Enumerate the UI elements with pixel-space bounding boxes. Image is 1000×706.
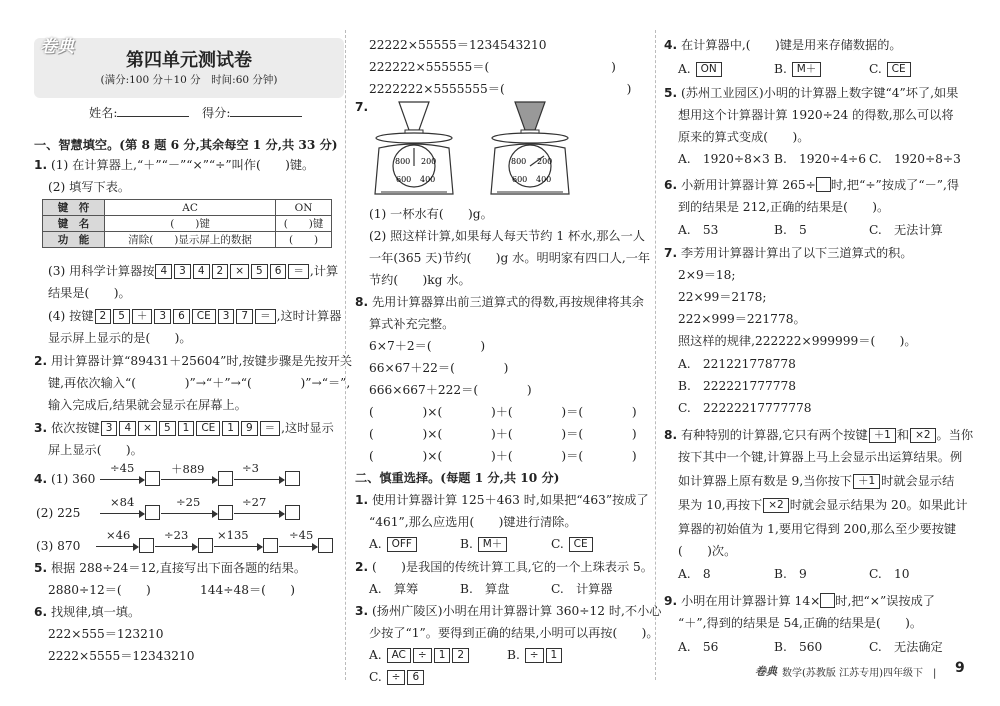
q2-line3: 输入完成后,结果就会显示在屏幕上。 <box>48 398 247 412</box>
s2-q7-eq1: 2×9＝18; <box>678 268 736 282</box>
q5: 5. 根据 288÷24＝12,直接写出下面各题的结果。 <box>34 561 307 575</box>
score-field[interactable]: 得分: <box>202 104 302 122</box>
q8-blank1: ( )×( )＋( )＝( ) <box>369 405 637 419</box>
s2-q4-opt-a[interactable]: A. ON <box>678 60 723 78</box>
s2-q5-opt-a[interactable]: A. 1920÷8×3 <box>678 152 770 166</box>
q8-line2: 算式补充完整。 <box>369 317 455 331</box>
page-title: 第四单元测试卷 <box>126 50 252 71</box>
q3: 3. 依次按键 3 4 × 5 1 CE 1 9 ＝ ,这时显示 <box>34 421 334 435</box>
s2-q5: 5. (苏州工业园区)小明的计算器上数字键“4”坏了,如果 <box>664 86 959 100</box>
footer-text: 数学(苏教版 江苏专用)四年级下 | <box>782 668 937 679</box>
q7-1: (1) 一杯水有( )g。 <box>369 207 493 221</box>
q2: 2. 用计算器计算“89431＋25604”时,按键步骤是先按开关 <box>34 354 353 368</box>
s2-q6-opt-a[interactable]: A. 53 <box>678 223 719 237</box>
q1-3: (3) 用科学计算器按 4 3 4 2 × 5 6 ＝ ,计算 <box>48 264 339 278</box>
q3-answer: 屏上显示( )。 <box>48 443 143 457</box>
s2-q7: 7. 李芳用计算器计算出了以下三道算式的积。 <box>664 246 913 260</box>
s2-q9: 9. 小明在用计算器计算 14× 时,把“×”误按成了 <box>664 594 935 608</box>
s2-q8-opt-b[interactable]: B. 9 <box>774 567 807 581</box>
scale-plate <box>376 133 452 143</box>
answer-box[interactable] <box>285 505 300 520</box>
q1-4-answer: 显示屏上显示的是( )。 <box>48 331 192 345</box>
section-2-heading: 二、慎重选择。(每题 1 分,共 10 分) <box>355 471 560 485</box>
table-row: 键 名 ( )键 ( )键 <box>43 216 332 232</box>
q8: 8. 先用计算器算出前三道算式的得数,再按规律将其余 <box>355 295 644 309</box>
s2-q1-opt-b[interactable]: B. M＋ <box>460 535 508 553</box>
s2-q8-line3: 如计算器上原有数是 9,当你按下 ＋1 时就会显示结 <box>678 474 955 488</box>
footer-logo: 卷典 <box>755 665 777 678</box>
s2-q6-line2: 到的结果是 212,正确的结果是( )。 <box>678 200 890 214</box>
q4-3-op4: ÷45 <box>289 528 314 542</box>
s2-q2: 2. ( )是我国的传统计算工具,它的一个上珠表示 5。 <box>355 560 653 574</box>
s2-q7-opt-b[interactable]: B. 222221777778 <box>678 379 797 393</box>
dial-num: 400 <box>536 175 552 184</box>
s2-q5-opt-c[interactable]: C. 1920÷8÷3 <box>869 152 961 166</box>
answer-box[interactable] <box>218 505 233 520</box>
q4-3-op1: ×46 <box>106 528 131 542</box>
q8-eq1: 6×7＋2＝( ) <box>369 339 486 353</box>
s2-q4-opt-b[interactable]: B. M＋ <box>774 60 822 78</box>
q4-2-label: (2) 225 <box>36 506 81 520</box>
q4-1-op3: ÷3 <box>242 461 259 475</box>
q8-eq2: 66×67＋22＝( ) <box>369 361 509 375</box>
scale-plate <box>492 133 568 143</box>
arrow <box>214 546 262 547</box>
name-field[interactable]: 姓名: <box>89 104 189 122</box>
column-divider <box>655 30 656 680</box>
blank-box[interactable] <box>816 177 831 192</box>
blank-box[interactable] <box>820 593 835 608</box>
q7-2-line2: 一年(365 天)节约( )g 水。明明家有四口人,一年 <box>369 251 651 265</box>
s2-q7-eq3: 222×999＝221778。 <box>678 312 806 326</box>
q6-line2: 2222×5555＝12343210 <box>48 649 195 663</box>
brand-logo: 卷典 <box>40 37 74 57</box>
dial-num: 800 <box>511 157 527 166</box>
q8-blank2: ( )×( )＋( )＝( ) <box>369 427 637 441</box>
s2-q7-eq2: 22×99＝2178; <box>678 290 767 304</box>
scale-right-glass-full <box>515 102 545 136</box>
q6: 6. 找规律,填一填。 <box>34 605 141 619</box>
q7-number: 7. <box>355 100 369 114</box>
q6-line1: 222×555＝123210 <box>48 627 164 641</box>
q4-2-op1: ×84 <box>110 495 135 509</box>
s2-q8-line5: 算器的初始值为 1,要用它得到 200,那么至少要按键 <box>678 522 957 536</box>
dial-num: 600 <box>396 175 412 184</box>
table-row: 键 符 AC ON <box>43 200 332 216</box>
answer-box[interactable] <box>198 538 213 553</box>
q4-3-op2: ÷23 <box>164 528 189 542</box>
s2-q3-opt-b[interactable]: B. ÷ 1 <box>507 646 563 664</box>
q4-1-label: 4. (1) 360 <box>34 472 96 486</box>
q8-eq3: 666×667＋222＝( ) <box>369 383 532 397</box>
q1-1: 1. (1) 在计算器上,“＋”“－”“×”“÷”叫作( )键。 <box>34 158 315 172</box>
q4-1-op2: ＋889 <box>171 462 205 476</box>
q4-1-op1: ÷45 <box>110 461 135 475</box>
answer-box[interactable] <box>285 471 300 486</box>
s2-q5-opt-b[interactable]: B. 1920÷4÷6 <box>774 152 866 166</box>
s2-q9-opt-c[interactable]: C. 无法确定 <box>869 640 943 654</box>
q7-2-line3: 节约( )kg 水。 <box>369 273 471 287</box>
arrow <box>161 513 217 514</box>
page-number: 9 <box>955 660 965 676</box>
scales-figure <box>369 96 639 198</box>
dial-num: 200 <box>537 157 553 166</box>
arrow <box>100 513 144 514</box>
q4-2-op3: ÷27 <box>242 495 267 509</box>
s2-q6-opt-b[interactable]: B. 5 <box>774 223 807 237</box>
arrow <box>279 546 317 547</box>
s2-q6: 6. 小新用计算器计算 265÷ 时,把“÷”按成了“－”,得 <box>664 178 960 192</box>
dial-num: 400 <box>420 175 436 184</box>
q4-3-op3: ×135 <box>217 528 249 542</box>
s2-q8-line2: 按下其中一个键,计算器上马上会显示出运算结果。例 <box>678 450 963 464</box>
answer-box[interactable] <box>263 538 278 553</box>
q6-line3: 22222×55555＝1234543210 <box>369 38 547 52</box>
s2-q2-opt-b[interactable]: B. 算盘 <box>460 582 510 596</box>
table-row: 功 能 清除( )显示屏上的数据 ( ) <box>43 232 332 248</box>
q2-line2: 键,再依次输入“( )”→“＋”→“( )”→“＝”, <box>48 376 351 390</box>
page-subtitle: (满分:100 分＋10 分 时间:60 分钟) <box>100 74 278 86</box>
q7-2-line1: (2) 照这样计算,如果每人每天节约 1 杯水,那么一人 <box>369 229 645 243</box>
dial-num: 200 <box>421 157 437 166</box>
q6-line4: 222222×555555＝( ) <box>369 60 616 74</box>
q1-4: (4) 按键 2 5 ＋ 3 6 CE 3 7 ＝ ,这时计算器 <box>48 309 342 323</box>
arrow <box>234 479 284 480</box>
s2-q1-line2: “461”,那么应选用( )键进行清除。 <box>369 515 577 529</box>
s2-q3-opt-c[interactable]: C. ÷ 6 <box>369 668 425 686</box>
s2-q5-line2: 想用这个计算器计算 1920÷24 的得数,那么可以将 <box>678 108 954 122</box>
s2-q3-opt-a[interactable]: A. AC ÷ 1 2 <box>369 646 470 664</box>
answer-box[interactable] <box>318 538 333 553</box>
q8-blank3: ( )×( )＋( )＝( ) <box>369 449 637 463</box>
s2-q7-opt-a[interactable]: A. 221221778778 <box>678 357 796 371</box>
s2-q1-opt-a[interactable]: A. OFF <box>369 535 418 553</box>
q5-b: 144÷48＝( ) <box>200 583 296 597</box>
arrow <box>96 546 138 547</box>
s2-q8-line4: 果为 10,再按下 ×2 时就会显示结果为 20。如果此计 <box>678 498 968 512</box>
answer-box[interactable] <box>145 471 160 486</box>
s2-q2-opt-a[interactable]: A. 算筹 <box>369 582 419 596</box>
s2-q3-line2: 少按了“1”。要得到正确的结果,小明可以再按( )。 <box>369 626 659 640</box>
q6-line5: 2222222×5555555＝( ) <box>369 82 632 96</box>
arrow <box>100 479 144 480</box>
key-table <box>42 199 332 248</box>
q1-2: (2) 填写下表。 <box>48 180 131 194</box>
arrow <box>155 546 197 547</box>
q4-2-op2: ÷25 <box>176 495 201 509</box>
s2-q8: 8. 有种特别的计算器,它只有两个按键 ＋1 和 ×2 。当你 <box>664 428 974 442</box>
s2-q4: 4. 在计算器中,( )键是用来存储数据的。 <box>664 38 902 52</box>
s2-q2-opt-c[interactable]: C. 计算器 <box>551 582 613 596</box>
dial-num: 600 <box>512 175 528 184</box>
s2-q8-opt-a[interactable]: A. 8 <box>678 567 711 581</box>
q5-a: 2880÷12＝( ) <box>48 583 151 597</box>
answer-box[interactable] <box>145 505 160 520</box>
s2-q6-opt-c[interactable]: C. 无法计算 <box>869 223 943 237</box>
arrow <box>161 479 217 480</box>
s2-q4-opt-c[interactable]: C. CE <box>869 60 912 78</box>
s2-q9-opt-a[interactable]: A. 56 <box>678 640 719 654</box>
arrow <box>234 513 284 514</box>
q1-3-answer: 结果是( )。 <box>48 286 131 300</box>
answer-box[interactable] <box>139 538 154 553</box>
s2-q8-line6: ( )次。 <box>678 544 737 558</box>
s2-q5-line3: 原来的算式变成( )。 <box>678 130 810 144</box>
answer-box[interactable] <box>218 471 233 486</box>
q4-3-label: (3) 870 <box>36 539 81 553</box>
section-1-heading: 一、智慧填空。(第 8 题 6 分,其余每空 1 分,共 33 分) <box>34 138 338 152</box>
dial-num: 800 <box>395 157 411 166</box>
s2-q9-opt-b[interactable]: B. 560 <box>774 640 823 654</box>
s2-q8-opt-c[interactable]: C. 10 <box>869 567 910 581</box>
column-divider <box>345 30 346 680</box>
s2-q1-opt-c[interactable]: C. CE <box>551 535 594 553</box>
s2-q7-rule: 照这样的规律,222222×999999＝( )。 <box>678 334 917 348</box>
scale-left-glass-empty <box>399 102 429 136</box>
s2-q1: 1. 使用计算器计算 125＋463 时,如果把“463”按成了 <box>355 493 649 507</box>
s2-q9-line2: “＋”,得到的结果是 54,正确的结果是( )。 <box>678 616 923 630</box>
s2-q3: 3. (扬州广陵区)小明在用计算器计算 360÷12 时,不小心 <box>355 604 662 618</box>
s2-q7-opt-c[interactable]: C. 22222217777778 <box>678 401 812 415</box>
